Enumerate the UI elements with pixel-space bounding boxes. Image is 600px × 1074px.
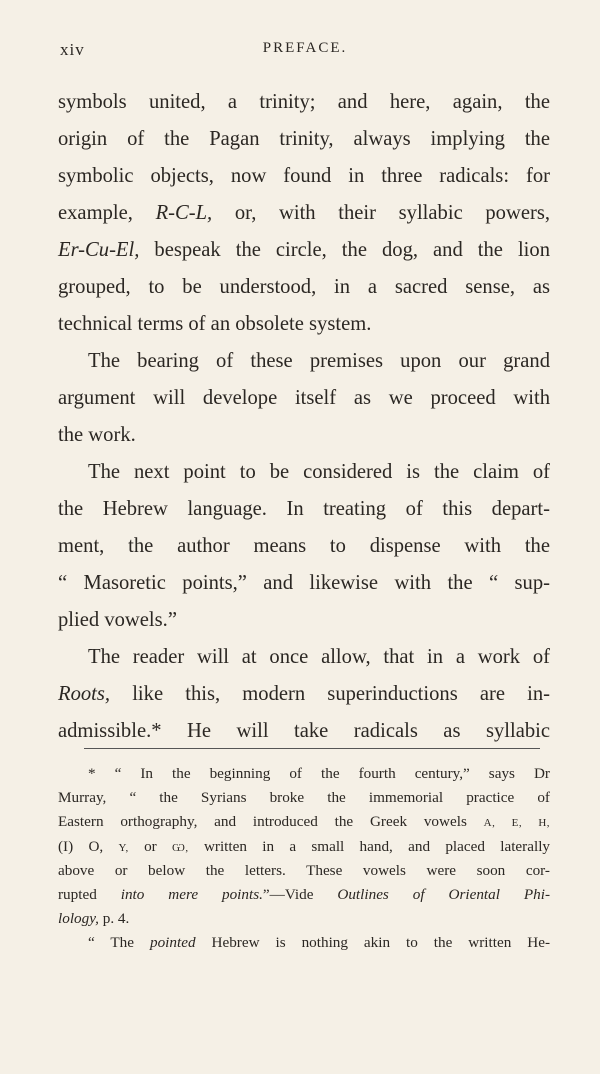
- text-line: origin of the Pagan trinity, always implying the: [58, 128, 550, 150]
- text-line: The next point to be considered is the claim of: [88, 461, 550, 483]
- footnote-line: rupted into mere points.”—Vide Outlines of Oriental Phi-: [58, 885, 550, 903]
- text-line: Roots, like this, modern superinductions are in-: [58, 683, 550, 705]
- italic-term: Er-Cu-El,: [58, 239, 140, 261]
- text-line: example, R-C-L, or, with their syllabic powers,: [58, 202, 550, 224]
- text-line: the Hebrew language. In treating of this depart-: [58, 498, 550, 520]
- page-header: [60, 40, 550, 64]
- footnote-divider: [84, 748, 540, 749]
- running-title: PREFACE.: [262, 40, 348, 56]
- footnote-line: Murray, “ the Syrians broke the immemorial practice of: [58, 789, 550, 807]
- text-line: technical terms of an obsolete system.: [58, 313, 372, 335]
- text-line: plied vowels.”: [58, 609, 177, 631]
- italic-term: R-C-L,: [155, 202, 213, 224]
- text-line: argument will develope itself as we proceed with: [58, 387, 550, 409]
- footnote: [58, 762, 550, 956]
- text-line: ment, the author means to dispense with the: [58, 535, 550, 557]
- body-text: [58, 84, 550, 750]
- footnote-line: “ The pointed Hebrew is nothing akin to the written He-: [88, 934, 551, 952]
- text-line: “ Masoretic points,” and likewise with the “ sup-: [58, 572, 550, 594]
- page-number: xiv: [60, 40, 85, 59]
- text-line: symbols united, a trinity; and here, again, the: [58, 91, 550, 113]
- text-line: admissible.* He will take radicals as syllabic: [58, 720, 550, 742]
- text-line: The bearing of these premises upon our grand: [88, 350, 550, 372]
- text-line: grouped, to be understood, in a sacred sense, as: [58, 276, 550, 298]
- italic-term: Roots,: [58, 683, 111, 705]
- text-line: symbolic objects, now found in three radicals: for: [58, 165, 550, 187]
- text-line: the work.: [58, 424, 136, 446]
- footnote-line: lology, p. 4.: [58, 910, 130, 928]
- text-line: Er-Cu-El, bespeak the circle, the dog, and the lion: [58, 239, 550, 261]
- footnote-line: above or below the letters. These vowels were soon cor-: [58, 861, 550, 879]
- footnote-line: Eastern orthography, and introduced the Greek vowels A, E, H,: [58, 813, 551, 831]
- text-line: The reader will at once allow, that in a work of: [88, 646, 550, 668]
- footnote-line: (I) O, Y, or Ѡ, written in a small hand, and placed laterally: [58, 837, 551, 855]
- footnote-line: * “ In the beginning of the fourth century,” says Dr: [88, 765, 550, 782]
